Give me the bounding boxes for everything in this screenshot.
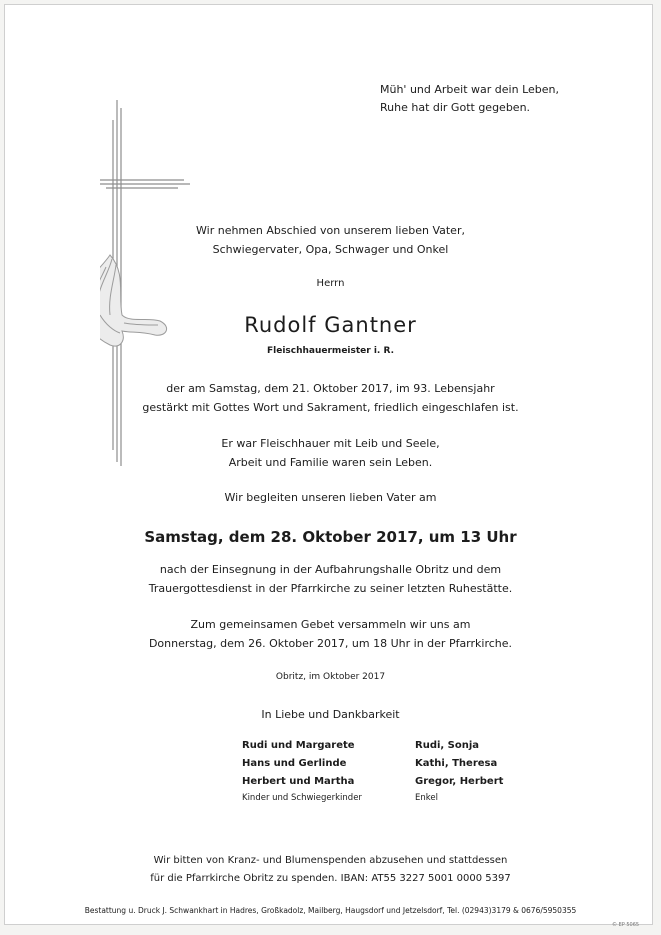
funeral-details-line-1: nach der Einsegnung in der Aufbahrungshalle Obritz und dem (159, 563, 502, 576)
mourner-group-label: Enkel (415, 793, 438, 803)
footer-printer: Bestattung u. Druck J. Schwankhart in Hadres, Großkadolz, Mailberg, Haugsdorf und Jetzelsdorf, Tel. (02943)3179 & 0676/5950355 (84, 906, 577, 915)
mourner-name: Rudi und Margarete (242, 740, 355, 751)
deceased-name: Rudolf Gantner (244, 313, 417, 337)
funeral-details-line-2: Trauergottesdienst in der Pfarrkirche zu seiner letzten Ruhestätte. (148, 582, 513, 595)
tribute-line-1: Er war Fleischhauer mit Leib und Seele, (221, 437, 440, 450)
salutation: Herrn (316, 278, 345, 289)
closing-text: In Liebe und Dankbarkeit (261, 708, 400, 721)
prayer-line-2: Donnerstag, dem 26. Oktober 2017, um 18 Uhr in der Pfarrkirche. (148, 637, 513, 650)
mourners-grandchildren (415, 740, 503, 803)
funeral-date: Samstag, dem 28. Oktober 2017, um 13 Uhr (144, 528, 517, 546)
mourner-name: Rudi, Sonja (415, 740, 480, 751)
donation-line-1: Wir bitten von Kranz- und Blumenspenden abzusehen und stattdessen (153, 855, 508, 866)
mourner-name: Kathi, Theresa (415, 758, 498, 769)
motto-line-2: Ruhe hat dir Gott gegeben. (380, 101, 531, 114)
mourners-children (242, 740, 362, 803)
death-notice-line-2: gestärkt mit Gottes Wort und Sakrament, friedlich eingeschlafen ist. (142, 401, 519, 414)
death-notice-line-1: der am Samstag, dem 21. Oktober 2017, im 93. Lebensjahr (166, 382, 495, 395)
mourner-name: Gregor, Herbert (415, 776, 504, 787)
footer-code: © EP 5065 (612, 922, 640, 928)
deceased-title: Fleischhauermeister i. R. (266, 346, 394, 356)
mourner-group-label: Kinder und Schwiegerkinder (242, 793, 362, 803)
place-date: Obritz, im Oktober 2017 (275, 672, 386, 682)
mourner-name: Herbert und Martha (242, 776, 355, 787)
prayer-line-1: Zum gemeinsamen Gebet versammeln wir uns am (190, 618, 471, 631)
mourner-name: Hans und Gerlinde (242, 758, 347, 769)
intro-line-2: Schwiegervater, Opa, Schwager und Onkel (212, 243, 449, 256)
motto-line-1: Müh' und Arbeit war dein Leben, (380, 83, 559, 96)
cross-icon (100, 100, 190, 480)
tribute-line-2: Arbeit und Familie waren sein Leben. (228, 456, 433, 469)
intro-line-1: Wir nehmen Abschied von unserem lieben Vater, (196, 224, 465, 237)
accompany-text: Wir begleiten unseren lieben Vater am (224, 491, 437, 504)
donation-line-2: für die Pfarrkirche Obritz zu spenden. IBAN: AT55 3227 5001 0000 5397 (150, 873, 511, 884)
